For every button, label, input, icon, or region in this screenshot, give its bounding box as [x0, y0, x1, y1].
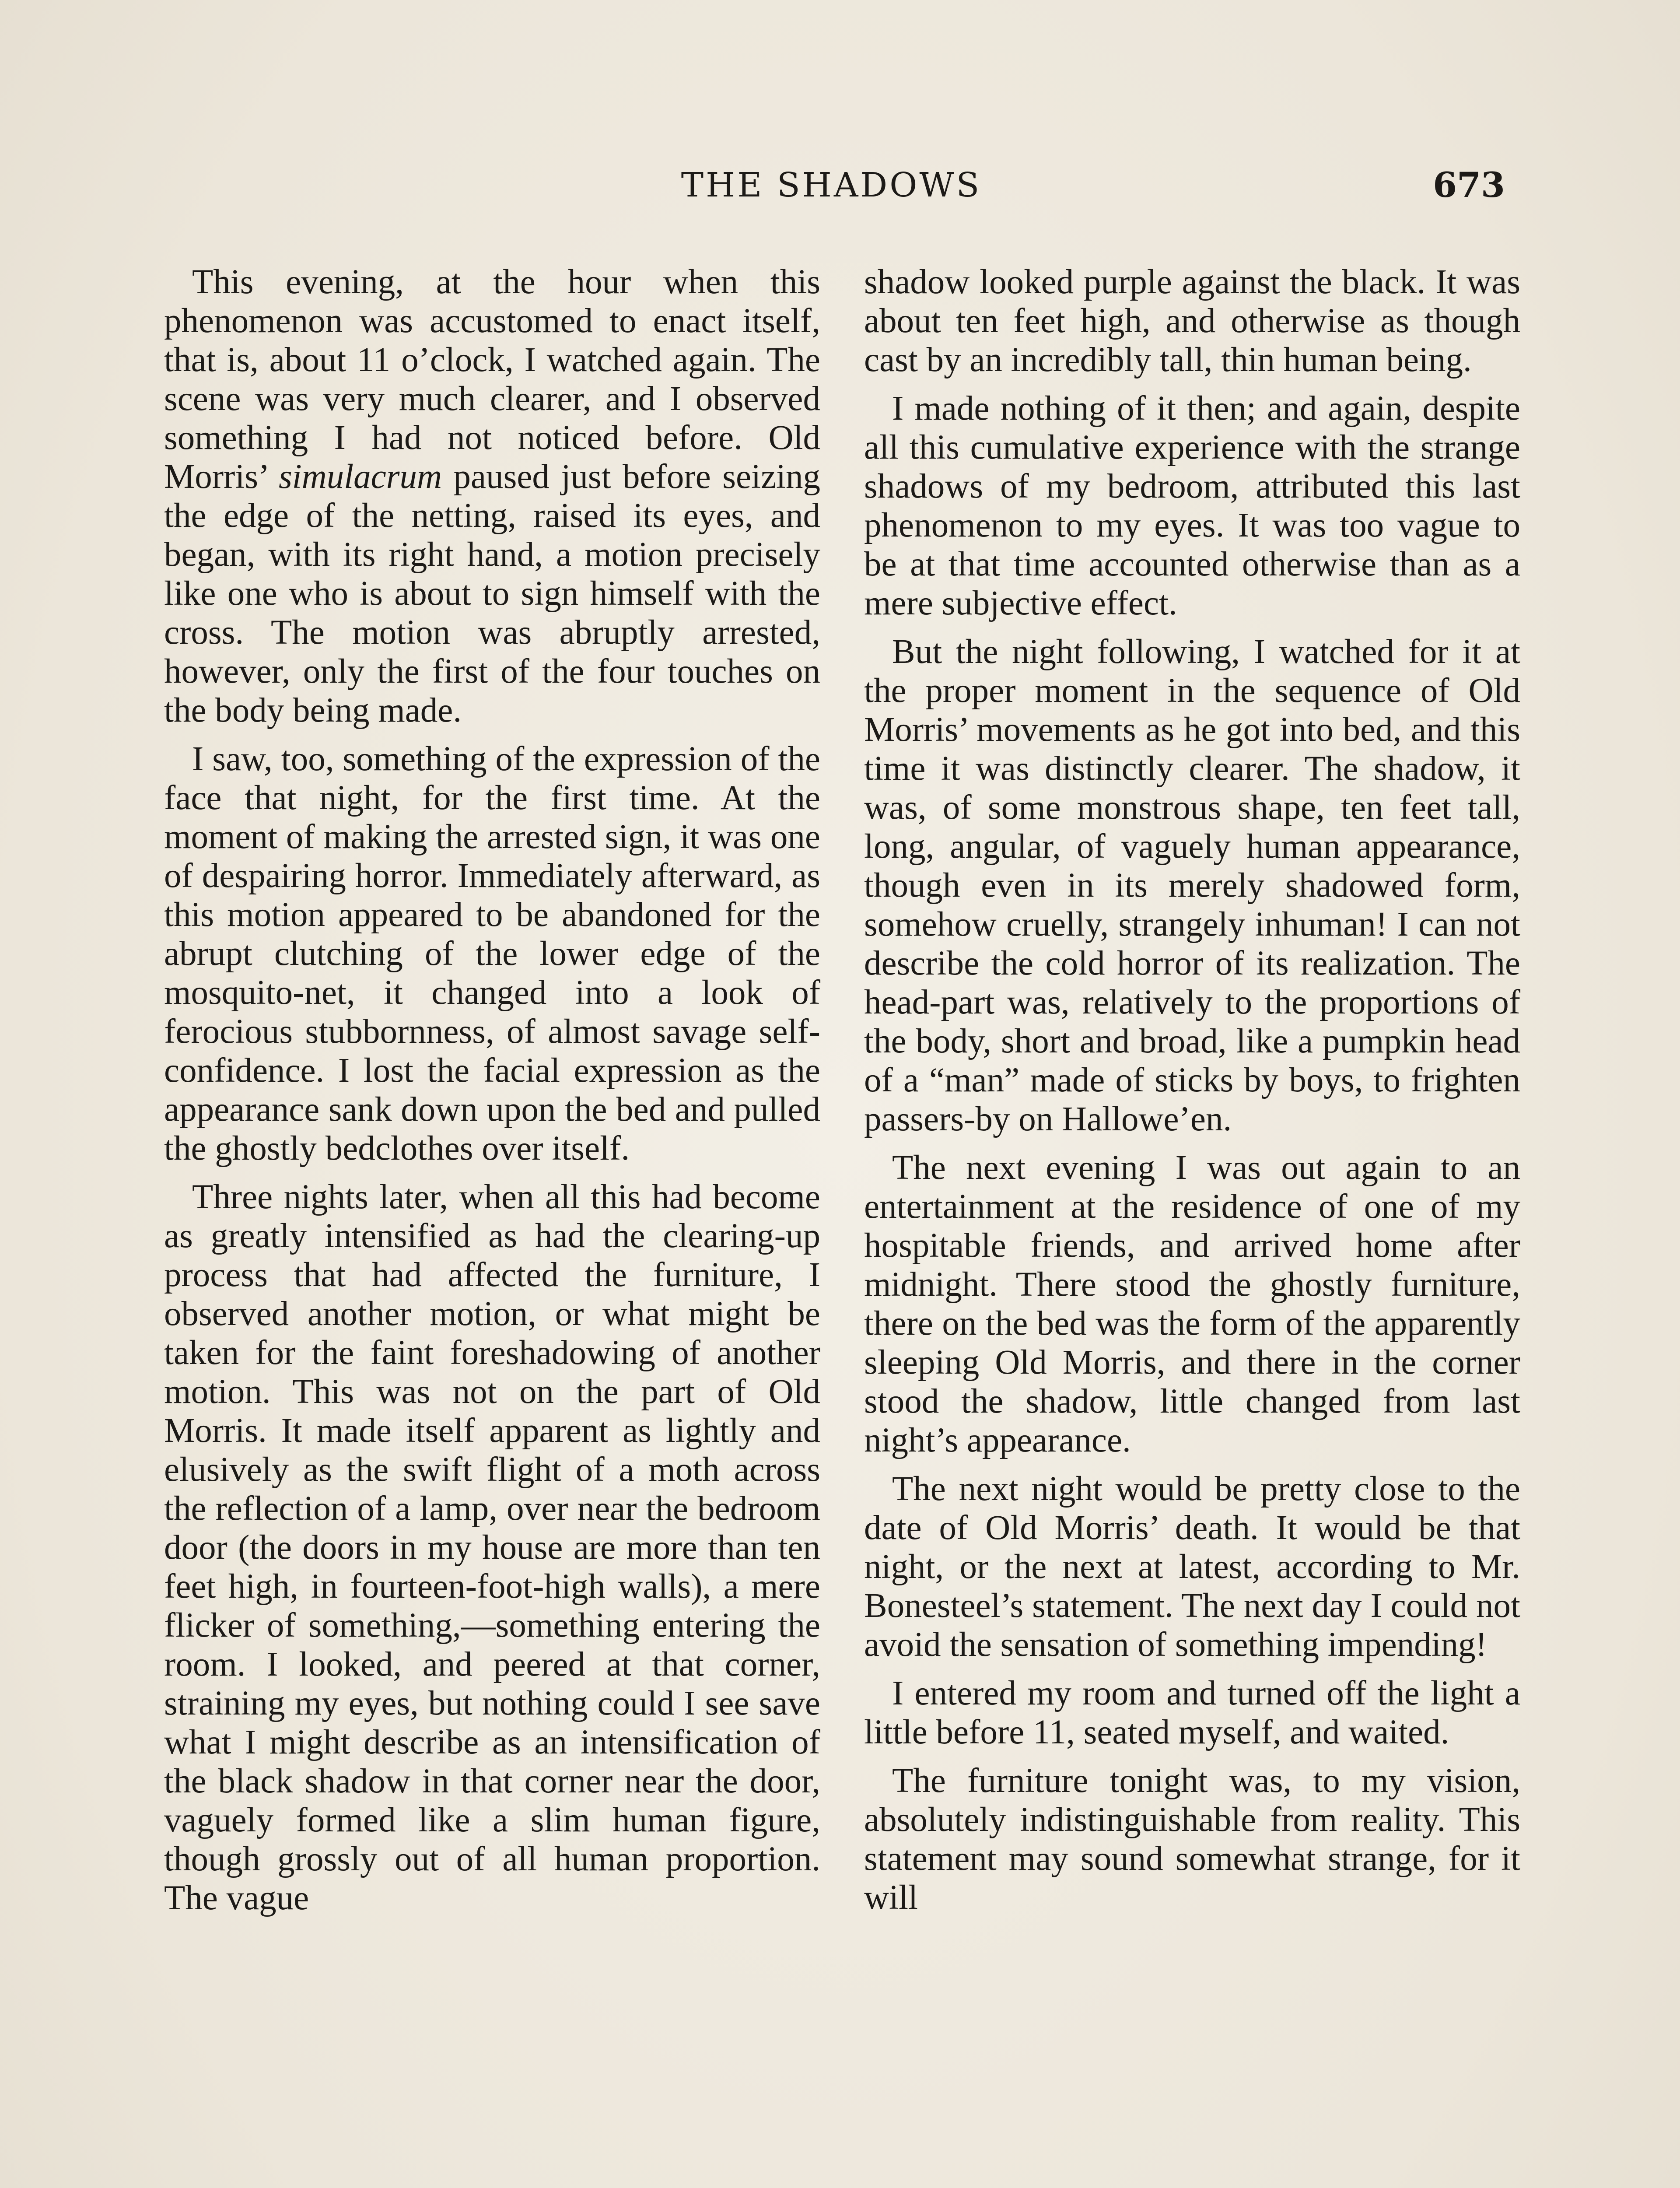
paragraph: Three nights later, when all this had become as greatly intensified as had the clearing-up process that had affected the furniture, I observed another motion, or what might be taken for the faint foreshadowing of another motion. This was not on the part of Old Morris. It made itself apparent as lightly and elusively as the swift flight of a moth across the reflection of a lamp, over near the bedroom door (the doors in my house are more than ten feet high, in fourteen-foot-high walls), a mere flicker of something,—something entering the room. I looked, and peered at that corner, straining my eyes, but nothing could I see save what I might describe as an intensification of the black shadow in that corner near the door, vaguely formed like a slim human figure, though grossly out of all human proportion. The vague [164, 1178, 820, 1917]
paragraph: I made nothing of it then; and again, despite all this cumulative experience with the strange shadows of my bedroom, attributed this last phenomenon to my eyes. It was too vague to be at that time accounted otherwise than as a mere subjective effect. [864, 389, 1520, 622]
paragraph-text: This evening, at the hour when this phenomenon was accustomed to enact itself, that is, about 11 o’clock, I watched again. The scene was very much clearer, and I observed something I had not noticed before. Old Morris’ [164, 263, 820, 496]
paragraph-text: paused just before seizing the edge of the netting, raised its eyes, and began, with its right hand, a motion precisely like one who is about to sign himself with the cross. The motion was abruptly arrested, however, only the first of the four touches on the body being made. [164, 458, 820, 729]
paragraph: The furniture tonight was, to my vision, absolutely indistinguishable from reality. This statement may sound somewhat strange, for it will [864, 1762, 1520, 1917]
page-number: 673 [1433, 165, 1505, 205]
paragraph [164, 263, 820, 730]
paragraph: The next evening I was out again to an entertainment at the residence of one of my hospitable friends, and arrived home after midnight. There stood the ghostly furniture, there on the bed was the form of the apparently sleeping Old Morris, and there in the corner stood the shadow, little changed from last night’s appearance. [864, 1149, 1520, 1459]
paragraph: I saw, too, something of the expression of the face that night, for the first time. At the moment of making the arrested sign, it was one of despairing horror. Immediately afterward, as this motion appeared to be abandoned for the abrupt clutching of the lower edge of the mosquito-net, it changed into a look of ferocious stubbornness, of almost savage self-confidence. I lost the facial expression as the appearance sank down upon the bed and pulled the ghostly bedclothes over itself. [164, 740, 820, 1168]
running-title: THE SHADOWS [681, 166, 982, 205]
left-column [164, 263, 820, 1927]
right-column [864, 263, 1520, 1927]
paragraph: But the night following, I watched for it at the proper moment in the sequence of Old Morris’ movements as he got into bed, and this time it was distinctly clearer. The shadow, it was, of some monstrous shape, ten feet tall, long, angular, of vaguely human appearance, though even in its merely shadowed form, somehow cruelly, strangely inhuman! I can not describe the cold horror of its realization. The head-part was, relatively to the proportions of the body, short and broad, like a pumpkin head of a “man” made of sticks by boys, to frighten passers-by on Hallowe’en. [864, 633, 1520, 1138]
italic-word: simulacrum [278, 458, 442, 496]
paragraph: The next night would be pretty close to the date of Old Morris’ death. It would be that night, or the next at latest, according to Mr. Bonesteel’s statement. The next day I could not avoid the sensation of something impending! [864, 1470, 1520, 1664]
paragraph: I entered my room and turned off the light a little before 11, seated myself, and waited. [864, 1674, 1520, 1751]
paragraph: shadow looked purple against the black. It was about ten feet high, and otherwise as though cast by an incredibly tall, thin human being. [864, 263, 1520, 379]
